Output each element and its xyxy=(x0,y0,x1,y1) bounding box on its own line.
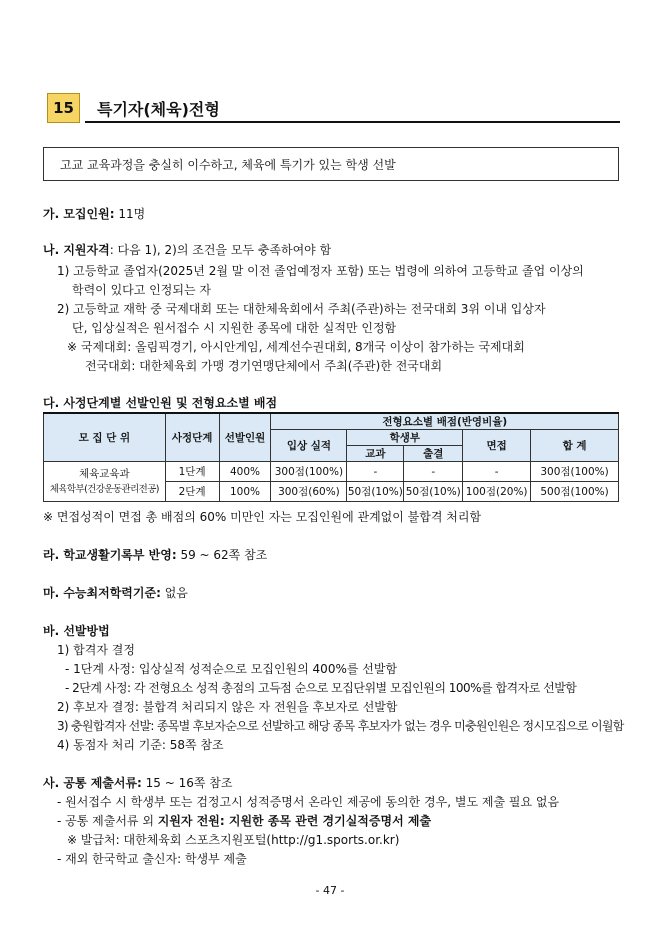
attend-cell: 50점(10%) xyxy=(404,482,463,502)
documents-item-2 xyxy=(57,812,431,829)
csat-label: 마. 수능최저학력기준: xyxy=(43,586,161,600)
documents-item-1: - 원서접수 시 학생부 또는 검정고시 성적증명서 온라인 제공에 동의한 경우, 별도 제출 필요 없음 xyxy=(57,795,560,809)
score-table xyxy=(43,412,619,502)
eligibility-line xyxy=(43,241,331,258)
header-unit: 모 집 단 위 xyxy=(44,413,166,462)
total-cell: 500점(100%) xyxy=(531,482,619,502)
header-stage: 사정단계 xyxy=(165,413,219,462)
record-line xyxy=(43,546,267,563)
interview-cell: 100점(20%) xyxy=(463,482,531,502)
summary-box xyxy=(43,147,619,181)
stage-cell: 2단계 xyxy=(165,482,219,502)
record-label: 라. 학교생활기록부 반영: xyxy=(43,548,177,562)
selection-heading: 바. 선발방법 xyxy=(43,624,110,638)
quota-line xyxy=(43,205,145,222)
total-cell: 300점(100%) xyxy=(531,462,619,482)
score-table-heading: 다. 사정단계별 선발인원 및 전형요소별 배점 xyxy=(43,396,278,410)
eligibility-note-a: ※ 국제대회: 올림픽경기, 아시안게임, 세계선수권대회, 8개국 이상이 참가하는 국제대회 xyxy=(67,340,525,354)
documents-item-4: - 재외 한국학교 출신자: 학생부 제출 xyxy=(57,852,247,866)
csat-line xyxy=(43,584,188,601)
eligibility-item-1a: 1) 고등학교 졸업자(2025년 2월 말 이전 졸업예정자 포함) 또는 법령에 의하여 고등학교 졸업 이상의 xyxy=(57,264,584,278)
header-group: 전형요소별 배점(반영비율) xyxy=(271,413,619,430)
page-number: - 47 - xyxy=(315,884,345,897)
documents-value: 15 ~ 16쪽 참조 xyxy=(141,776,233,790)
selection-item-3: 3) 충원합격자 선발: 종목별 후보자순으로 선발하고 해당 종목 후보자가 없는 경우 미충원인원은 정시모집으로 이월함 xyxy=(57,719,624,733)
unit-line-2: 체육학부(건강운동관리전공) xyxy=(49,483,159,495)
quota-label: 가. 모집인원: xyxy=(43,207,115,221)
table-note: ※ 면접성적이 면접 총 배점의 60% 미만인 자는 모집인원에 관계없이 불합격 처리함 xyxy=(43,510,482,524)
table-row xyxy=(44,462,619,482)
selection-item-1b: - 2단계 사정: 각 전형요소 성적 총점의 고득점 순으로 모집단위별 모집인원의 100%를 합격자로 선발함 xyxy=(65,681,577,695)
documents-item-2-prefix: - 공통 제출서류 외 xyxy=(57,814,158,828)
header-total: 합 계 xyxy=(531,430,619,462)
unit-cell xyxy=(44,462,166,502)
section-divider xyxy=(85,121,620,123)
section-title: 특기자(체육)전형 xyxy=(97,100,220,119)
header-subject: 교과 xyxy=(347,446,404,462)
award-cell: 300점(60%) xyxy=(271,482,347,502)
documents-label: 사. 공통 제출서류: xyxy=(43,776,142,790)
stage-cell: 1단계 xyxy=(165,462,219,482)
selection-item-1: 1) 합격자 결정 xyxy=(57,643,135,657)
header-award: 입상 실적 xyxy=(271,430,347,462)
award-cell: 300점(100%) xyxy=(271,462,347,482)
header-interview: 면접 xyxy=(463,430,531,462)
section-number: 15 xyxy=(47,93,80,123)
unit-line-1: 체육교육과 xyxy=(78,467,130,480)
header-record: 학생부 xyxy=(347,430,463,446)
count-cell: 100% xyxy=(219,482,271,502)
subject-cell: 50점(10%) xyxy=(347,482,404,502)
eligibility-item-2b: 단, 입상실적은 원서접수 시 지원한 종목에 대한 실적만 인정함 xyxy=(72,321,397,335)
eligibility-item-1b: 학력이 있다고 인정되는 자 xyxy=(72,283,211,297)
selection-item-4: 4) 동점자 처리 기준: 58쪽 참조 xyxy=(57,738,224,752)
header-count: 선발인원 xyxy=(219,413,271,462)
quota-value: 11명 xyxy=(114,207,146,221)
header-attend: 출결 xyxy=(404,446,463,462)
documents-item-3: ※ 발급처: 대한체육회 스포츠지원포털(http://g1.sports.or.kr) xyxy=(67,833,400,847)
interview-cell: - xyxy=(463,462,531,482)
eligibility-label: 나. 지원자격 xyxy=(43,243,110,257)
selection-item-2: 2) 후보자 결정: 불합격 처리되지 않은 자 전원을 후보자로 선발함 xyxy=(57,700,398,714)
documents-line xyxy=(43,774,233,791)
eligibility-note-b: 전국대회: 대한체육회 가맹 경기연맹단체에서 주최(주관)한 전국대회 xyxy=(85,359,443,373)
selection-item-1a: - 1단계 사정: 입상실적 성적순으로 모집인원의 400%를 선발함 xyxy=(65,662,398,676)
csat-value: 없음 xyxy=(160,586,188,600)
documents-item-2-bold: 지원자 전원: 지원한 종목 관련 경기실적증명서 제출 xyxy=(157,814,432,828)
attend-cell: - xyxy=(404,462,463,482)
eligibility-item-2a: 2) 고등학교 재학 중 국제대회 또는 대한체육회에서 주최(주관)하는 전국대회 3위 이내 입상자 xyxy=(57,302,546,316)
eligibility-text: : 다음 1), 2)의 조건을 모두 충족하여야 함 xyxy=(109,243,332,257)
count-cell: 400% xyxy=(219,462,271,482)
record-value: 59 ~ 62쪽 참조 xyxy=(176,548,268,562)
summary-text: 고교 교육과정을 충실히 이수하고, 체육에 특기가 있는 학생 선발 xyxy=(60,157,396,172)
subject-cell: - xyxy=(347,462,404,482)
